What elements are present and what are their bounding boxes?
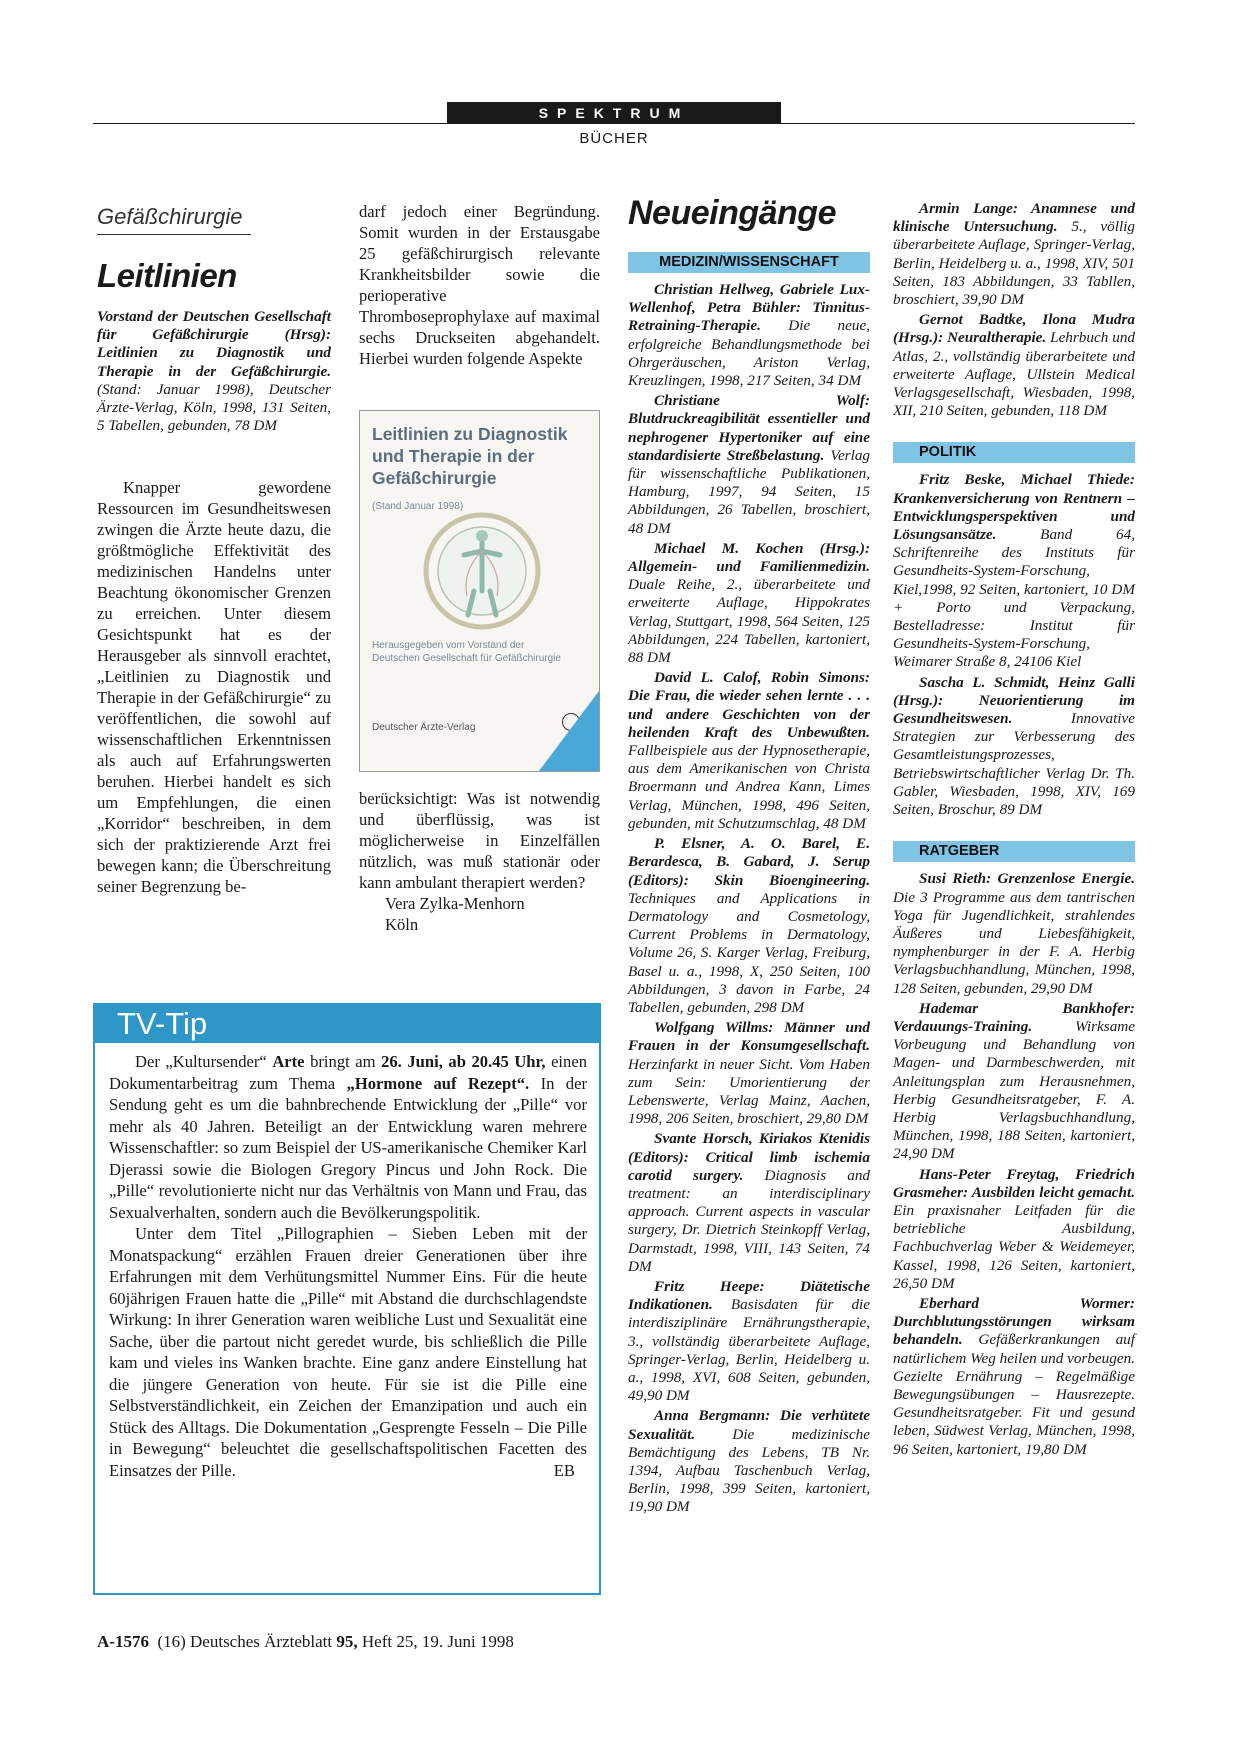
book-entry-details: Basisdaten für die interdisziplinäre Ernährungstherapie, 3., vollständig überarbeitete Auflage, Springer-Verlag, Berlin, Heidelberg u. a., 1998, XVI, 608 Seiten, gebunden, 49,90 DM: [628, 1296, 870, 1405]
book-entry: [628, 540, 870, 667]
book-entry: [628, 281, 870, 390]
book-entry-details: Die 3 Programme aus dem tantrischen Yoga für Jugendlichkeit, strahlendes Äußeres und Liebesfähigkeit, nymphenburger in der F. A. Herbig Verlagsbuchhandlung, München, 1998, 128 Seiten, gebunden, 29,90 DM: [893, 888, 1135, 997]
society-seal-icon: [422, 511, 542, 631]
book-entry: [893, 870, 1135, 997]
book-cover-title: Leitlinien zu Diagnostik und Therapie in der Gefäßchirurgie: [372, 424, 568, 488]
book-entry-details: Wirksame Vorbeugung und Behandlung von Magen- und Darmbeschwerden, mit Anleitungsplan zum Herausnehmen, Herbig Gesundheitsratgeber, F. A. Herbig Verlagsbuchhandlung, München, 1998, 188 Seiten, kartoniert, 24,90 DM: [893, 1017, 1135, 1163]
article-body-col1: [97, 477, 331, 897]
book-entry-details: Ein praxisnaher Leitfaden für die betriebliche Ausbildung, Fachbuchverlag Weber & Weidemeyer, Kassel, 1998, 126 Seiten, kartoniert, 26,50 DM: [893, 1201, 1135, 1292]
book-entry-details: Verlag für wissenschaftliche Publikationen, Hamburg, 1997, 94 Seiten, 15 Abbildungen, 26 Tabellen, broschiert, 48 DM: [628, 446, 871, 537]
book-entry: [628, 1130, 870, 1276]
book-entry: [893, 674, 1135, 820]
section-spacer: [893, 821, 1135, 841]
tv-tip-signature: EB: [553, 1461, 575, 1480]
article-author: Vera Zylka-Menhorn: [385, 894, 525, 913]
book-cover-publisher: Deutscher Ärzte-Verlag: [372, 722, 476, 733]
subsection-label: BÜCHER: [579, 130, 649, 147]
section-header: SPEKTRUM: [447, 102, 781, 124]
book-entry-title: Anna Bergmann: Die verhütete Sexualität.: [628, 1407, 870, 1443]
book-entry-details: 5., völlig überarbeitete Auflage, Springer-Verlag, Berlin, Heidelberg u. a., 1998, XIV, 501 Seiten, 183 Abbildungen, 33 Tabllen, broschiert, 39,90 DM: [893, 218, 1135, 309]
book-entry-details: Gefäßerkrankungen auf natürlichem Weg heilen und vorbeugen. Gezielte Ernährung – Regelmäßige Bewegungsübungen – Hausrezepte. Gesundheitsratgeber. Fit und gesund leben, Südwest Verlag, München, 1998, 96 Seiten, kartoniert, 19,80 DM: [893, 1331, 1135, 1458]
book-entry-title: Hademar Bankhofer: Verdauungs-Training.: [893, 999, 1135, 1035]
book-entry: [893, 311, 1135, 420]
book-entry: [628, 669, 870, 833]
book-entry-title: Sascha L. Schmidt, Heinz Galli (Hrsg.): Neuorientierung im Gesundheitswesen.: [893, 673, 1135, 728]
book-entry-title: Fritz Heepe: Diätetische Indikationen.: [628, 1277, 870, 1314]
tv-tip-body: [95, 1043, 599, 1482]
text-run-bold: „Hormone auf Rezept“.: [346, 1073, 530, 1093]
text-run: Der „Kultursender“: [135, 1052, 273, 1071]
book-entry-details: Techniques and Applications in Dermatology and Cosmetology, Current Problems in Dermatology, Volume 26, S. Karger Verlag, Freiburg, Basel u. a., 1998, X, 250 Seiten, 100 Abbildungen, 3 davon in Farbe, 24 Tabellen, gebunden, 298 DM: [628, 889, 870, 1016]
tv-tip-paragraph: [109, 1051, 587, 1223]
book-entry-title: Svante Horsch, Kiriakos Ktenidis (Editors): Critical limb ischemia carotid surgery.: [628, 1130, 870, 1184]
section-spacer: [893, 422, 1135, 442]
book-entry: [628, 1019, 870, 1128]
book-entry-title: Michael M. Kochen (Hrsg.): Allgemein- und Familienmedizin.: [628, 539, 870, 576]
book-entry-details: Diagnosis and treatment: an interdisciplinary approach. Current aspects in vascular surgery, Dr. Dietrich Steinkopff Verlag, Darmstadt, 1998, VIII, 143 Seiten, 74 DM: [628, 1166, 871, 1275]
text-run-bold: 26. Juni, ab 20.45 Uhr,: [381, 1052, 546, 1071]
article-city: Köln: [385, 915, 419, 934]
book-entry-title: Hans-Peter Freytag, Friedrich Grasmeher: Ausbilden leicht gemacht.: [893, 1165, 1135, 1201]
article-citation: [97, 308, 331, 435]
article-title: Leitlinien: [97, 257, 237, 294]
book-entry-title: Susi Rieth: Grenzenlose Energie.: [919, 870, 1135, 888]
neueingaenge-title: Neueingänge: [628, 194, 836, 232]
text-run: bringt am: [304, 1052, 382, 1071]
footer-text: Heft 25, 19. Juni 1998: [357, 1632, 514, 1651]
book-entry: [893, 471, 1135, 671]
book-cover-image: [359, 410, 600, 772]
book-entry-title: Fritz Beske, Michael Thiede: Krankenversicherung von Rentnern – Entwicklungsperspektiven und Lösungsansätze.: [893, 471, 1135, 544]
footer-text: (16) Deutsches Ärzteblatt: [157, 1632, 337, 1651]
body-paragraph: Knapper gewordene Ressourcen im Gesundheitswesen zwingen die Ärzte heute dazu, die größtmögliche Effektivität des medizinischen Handelns unter Beachtung ökonomischer Grenzen zu erreichen. Unter diesem Gesichtspunkt hat es der Herausgeber als sinnvoll erachtet, „Leitlinien zu Diagnostik und Therapie in der Gefäßchirurgie“ zu veröffentlichen, die sowohl auf wissenschaftlichen Erkenntnissen als auch auf Erfahrungswerten beruhen. Hierbei handelt es sich um Empfehlungen, die einen „Korridor“ beschreiben, in dem sich der praktizierende Arzt frei bewegen kann; die Überschreitung seiner Begrenzung be-: [97, 478, 331, 896]
book-entry-details: Fallbeispiele aus der Hypnosetherapie, aus dem Amerikanischen von Christa Broermann und Andrea Kann, Limes Verlag, München, 1998, 496 Seiten, gebunden, mit Schutzumschlag, 48 DM: [628, 742, 870, 832]
book-entry-details: Band 64, Schriftenreihe des Instituts für Gesundheits-System-Forschung, Kiel,1998, 92 Seiten, kartoniert, 10 DM + Porto und Verpackung, Bestelladresse: Institut für Gesundheits-System-Forschung, Weimarer Straße 8, 24106 Kiel: [893, 526, 1135, 671]
book-entry: [628, 1278, 870, 1405]
book-entry: [628, 392, 870, 538]
text-run: einen Dokumentarbeitrag zum Thema: [109, 1052, 587, 1093]
book-entry-details: Herzinfarkt in neuer Sicht. Vom Haben zum Sein: Umorientierung der Lebenswerte, Verlag Mainz, Aachen, 1998, 206 Seiten, broschiert, 29,80 DM: [628, 1055, 870, 1128]
tv-tip-paragraph: Unter dem Titel „Pillographien – Sieben Leben mit der Monatspackung“ erzählen Frauen dreier Generationen über ihre Erfahrungen mit dem Verhütungsmittel Nummer Eins. Für die heute 60jährigen Frauen hatte die „Pille“ mit Abstand die durchschlagendste Wirkung: In ihrer Generation waren weibliche Lust und Sexualität eine Sache, über die partout nicht geredet wurde, bis schließlich die Pille kam und vieles ins Wanken brachte. Eine ganz andere Einstellung hat die jüngere Generation von heute. Für sie ist die Pille eine Selbstverständlichkeit, ein Zeichen der Emanzipation und auch ein Stück des Alltags. Die Dokumentation „Gesprengte Fesseln – Die Pille in Bewegung“ beleuchtet die gesellschaftspolitischen Facetten des Einsatzes der Pille.: [109, 1224, 587, 1480]
book-entry-title: Armin Lange: Anamnese und klinische Untersuchung.: [893, 200, 1135, 236]
book-entry: [628, 1407, 870, 1516]
citation-bold: Vorstand der Deutschen Gesellschaft für Gefäßchirurgie (Hrsg): Leitlinien zu Diagnostik und Therapie in der Gefäßchirurgie.: [97, 308, 331, 380]
book-entry-details: Lehrbuch und Atlas, 2., vollständig überarbeitete und erweiterte Auflage, Ullstein Medical Verlagsgesellschaft, Wiesbaden, 1998, XII, 210 Seiten, gebunden, 118 DM: [893, 329, 1136, 420]
book-entry: [628, 835, 870, 1017]
neueingaenge-column-right: [893, 200, 1135, 1461]
section-label-ratgeber: RATGEBER: [893, 841, 1135, 862]
book-entry-title: Christiane Wolf: Blutdruckreagibilität essentieller und nephrogener Hypertoniker auf eine standardisierte Streßbelastung.: [628, 392, 870, 464]
book-entry: [893, 1295, 1135, 1459]
article-body-col2-top: [359, 201, 600, 369]
book-entry-details: Die neue, erfolgreiche Behandlungsmethode bei Ohrgeräuschen, Ariston Verlag, Kreuzlingen, 1998, 217 Seiten, 34 DM: [628, 317, 870, 390]
book-entry-title: David L. Calof, Robin Simons: Die Frau, die wieder sehen lernte . . . und andere Geschichten von der heilenden Kraft des Unbewußten.: [628, 669, 870, 741]
book-entry: [893, 1000, 1135, 1164]
body-paragraph: berücksichtigt: Was ist notwendig und überflüssig, was ist möglicherweise in Einzelfällen nützlich, was muß stationär oder kann ambulant therapiert werden?: [359, 789, 600, 892]
book-entry-title: Christian Hellweg, Gabriele Lux-Wellenhof, Petra Bühler: Tinnitus-Retraining-Therapie.: [628, 281, 870, 335]
book-cover-stand: (Stand Januar 1998): [372, 501, 464, 512]
corner-triangle-icon: [539, 691, 599, 771]
tv-tip-box: [93, 1003, 601, 1595]
section-label-medizin-wissenschaft: MEDIZIN/WISSENSCHAFT: [628, 252, 870, 273]
book-entry-details: Innovative Strategien zur Verbesserung des Gesamtleistungsprozesses, Betriebswirtschaftlicher Verlag Dr. Th. Gabler, Wiesbaden, 1998, XIV, 169 Seiten, Broschur, 89 DM: [893, 710, 1135, 819]
article-body-col2-bottom: [359, 788, 600, 935]
body-paragraph: darf jedoch einer Begründung. Somit wurden in der Erstausgabe 25 gefäßchirurgisch relevante Krankheitsbilder sowie die perioperative Thromboseprophylaxe auf maximal sechs Druckseiten abgehandelt. Hierbei wurden folgende Aspekte: [359, 202, 600, 368]
page-footer: [97, 1632, 514, 1652]
book-entry: [893, 1166, 1135, 1293]
book-cover-publisher-note: Herausgegeben vom Vorstand der Deutschen Gesellschaft für Gefäßchirurgie: [372, 640, 561, 664]
section-label-politik: POLITIK: [893, 442, 1135, 463]
article-kicker: Gefäßchirurgie: [97, 204, 251, 235]
page-number: A-1576: [97, 1632, 149, 1651]
book-entry-details: Die medizinische Bemächtigung des Lebens, TB Nr. 1394, Aufbau Taschenbuch Verlag, Berlin, 1998, 399 Seiten, kartoniert, 19,90 DM: [628, 1425, 870, 1516]
text-run: In der Sendung geht es um die bahnbrechende Entwicklung der „Pille“ vor mehr als 40 Jahren. Beteiligt an der Entwicklung waren mehrere Wissenschaftler: so zum Beispiel der US-amerikanische Chemiker Karl Djerassi sowie die Biologen Gregory Pincus und John Rock. Die „Pille“ revolutionierte nicht nur das Verhältnis von Mann und Frau, das Sexualverhalten, sondern auch die Bevölkerungspolitik.: [109, 1073, 587, 1222]
book-entry-title: P. Elsner, A. O. Barel, E. Berardesca, B. Gabard, J. Serup (Editors): Skin Bioengineering.: [628, 835, 870, 889]
book-entry-title: Gernot Badtke, Ilona Mudra (Hrsg.): Neuraltherapie.: [893, 311, 1135, 347]
citation-rest: (Stand: Januar 1998), Deutscher Ärzte-Verlag, Köln, 1998, 131 Seiten, 5 Tabellen, gebunden, 78 DM: [97, 380, 331, 435]
book-entry-details: Duale Reihe, 2., überarbeitete und erweiterte Auflage, Hippokrates Verlag, Stuttgart, 1998, 564 Seiten, 125 Abbildungen, 224 Tabellen, kartoniert, 88 DM: [628, 576, 870, 667]
book-entry-title: Wolfgang Willms: Männer und Frauen in der Konsumgesellschaft.: [628, 1019, 870, 1055]
book-entry: [893, 200, 1135, 309]
header-rule: [93, 123, 1135, 124]
footer-volume: 95,: [336, 1632, 358, 1651]
tv-tip-heading: TV-Tip: [95, 1005, 599, 1043]
book-entry-title: Eberhard Wormer: Durchblutungsstörungen wirksam behandeln.: [893, 1294, 1135, 1349]
neueingaenge-column-left: [628, 252, 870, 1519]
text-run-bold: Arte: [272, 1052, 305, 1071]
